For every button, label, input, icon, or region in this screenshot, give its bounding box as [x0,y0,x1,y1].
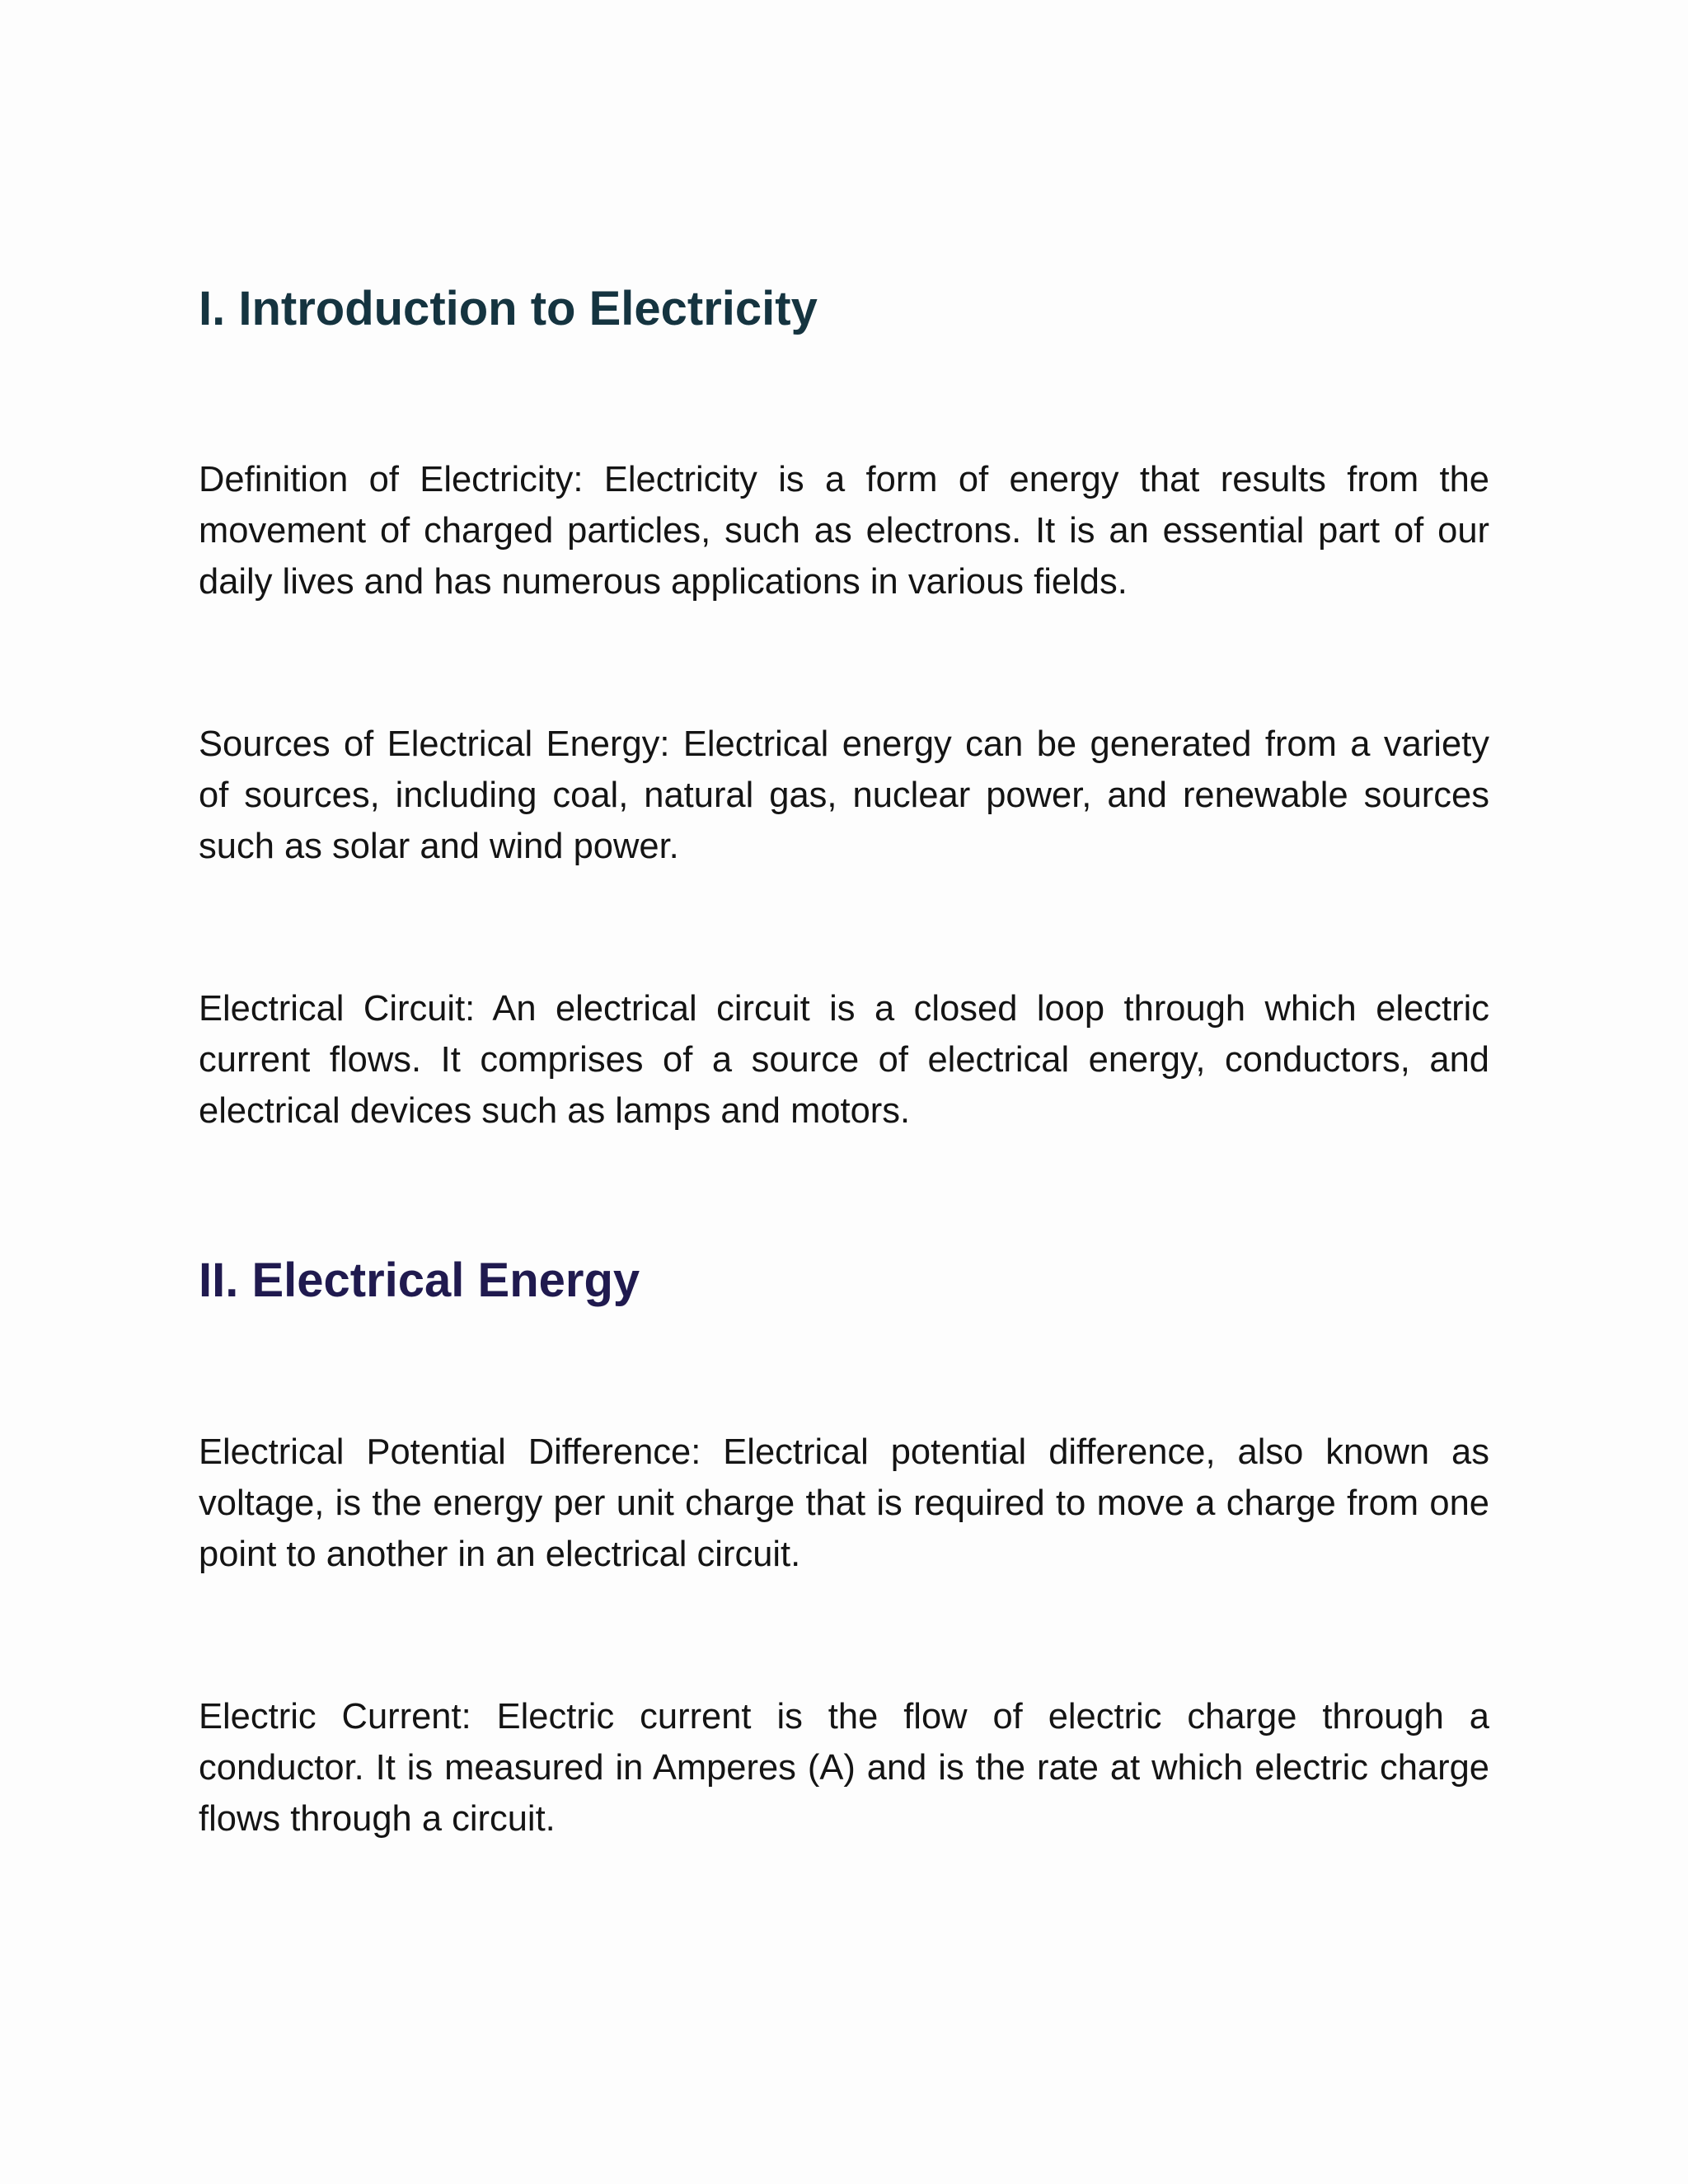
section-heading-introduction: I. Introduction to Electricity [199,282,818,335]
paragraph-definition-of-electricity: Definition of Electricity: Electricity is a form of energy that results from the movement of charged particles, such as electrons. It is an essential part of our daily lives and has numerous applications in various fields. [199,460,1489,602]
paragraph-sources-of-electrical-energy: Sources of Electrical Energy: Electrical energy can be generated from a variety of sources, including coal, natural gas, nuclear power, and renewable sources such as solar and wind power. [199,724,1489,866]
paragraph-electrical-potential-difference: Electrical Potential Difference: Electrical potential difference, also known as voltage, is the energy per unit charge that is required to move a charge from one point to another in an electrical circuit. [199,1432,1489,1574]
section-heading-electrical-energy: II. Electrical Energy [199,1254,640,1307]
paragraph-electric-current: Electric Current: Electric current is the flow of electric charge through a conductor. It is measured in Amperes (A) and is the rate at which electric charge flows through a circuit. [199,1697,1489,1839]
paragraph-electrical-circuit: Electrical Circuit: An electrical circuit is a closed loop through which electric current flows. It comprises of a source of electrical energy, conductors, and electrical devices such as lamps and motors. [199,989,1489,1131]
